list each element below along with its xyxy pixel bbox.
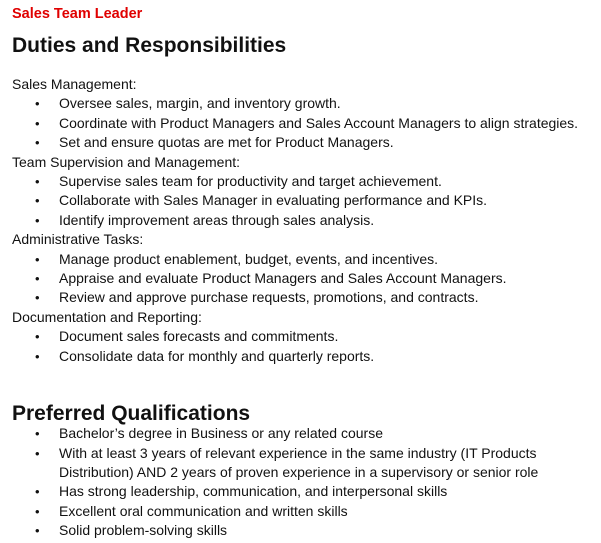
list-item: [12, 502, 601, 521]
list-item: [12, 211, 601, 230]
bullet-icon: •: [35, 484, 40, 500]
list-item-text: Review and approve purchase requests, promotions, and contracts.: [59, 289, 479, 306]
list-item-text: Excellent oral communication and written skills: [59, 502, 348, 519]
duties-heading: Duties and Responsibilities: [12, 34, 287, 57]
list-item: [12, 94, 601, 113]
list-item-text: Document sales forecasts and commitments.: [59, 328, 339, 345]
list-item-text: Set and ensure quotas are met for Product Managers.: [59, 134, 394, 151]
list-item: [12, 482, 601, 501]
list-item-text: Manage product enablement, budget, events, and incentives.: [59, 250, 439, 267]
list-item-text: Solid problem-solving skills: [59, 522, 228, 539]
list-item-text: Identify improvement areas through sales analysis.: [59, 211, 375, 228]
list-item-text: Supervise sales team for productivity and target achievement.: [59, 173, 442, 190]
bullet-icon: •: [35, 115, 40, 131]
group-label-team-supervision: Team Supervision and Management:: [12, 153, 241, 170]
bullet-icon: •: [35, 523, 40, 539]
list-item-text: Has strong leadership, communication, and interpersonal skills: [59, 483, 448, 500]
bullet-icon: •: [35, 174, 40, 190]
bullet-icon: •: [35, 348, 40, 364]
list-item: [12, 521, 601, 540]
bullet-icon: •: [35, 96, 40, 112]
list-item-text: Consolidate data for monthly and quarterly reports.: [59, 347, 375, 364]
bullet-icon: •: [35, 290, 40, 306]
bullet-icon: •: [35, 135, 40, 151]
bullet-icon: •: [35, 426, 40, 442]
bullet-icon: •: [35, 503, 40, 519]
list-item: [12, 250, 601, 269]
bullet-list-documentation-reporting: [12, 327, 601, 366]
list-item: [12, 269, 601, 288]
bullet-list-administrative-tasks: [12, 250, 601, 308]
bullet-list-sales-management: [12, 94, 601, 152]
list-item-text: Coordinate with Product Managers and Sales Account Managers to align strategies.: [59, 114, 579, 131]
bullet-icon: •: [35, 193, 40, 209]
list-item-text: Bachelor’s degree in Business or any related course: [59, 425, 384, 442]
list-item-text: Appraise and evaluate Product Managers and Sales Account Managers.: [59, 270, 507, 287]
bullet-icon: •: [35, 271, 40, 287]
bullet-icon: •: [35, 212, 40, 228]
bullet-list-qualifications: [12, 424, 601, 540]
duties-section: [12, 75, 601, 366]
list-item: [12, 172, 601, 191]
list-item: [12, 288, 601, 307]
list-item-text: Collaborate with Sales Manager in evaluating performance and KPIs.: [59, 192, 488, 209]
group-label-sales-management: Sales Management:: [12, 76, 137, 92]
qualifications-heading: Preferred Qualifications: [12, 402, 251, 426]
group-label-administrative-tasks: Administrative Tasks:: [12, 231, 144, 248]
list-item: [12, 133, 601, 152]
list-item: [12, 327, 601, 346]
page-title: Sales Team Leader: [12, 6, 143, 22]
bullet-list-team-supervision: [12, 172, 601, 230]
list-item: [12, 444, 601, 483]
group-label-documentation-reporting: Documentation and Reporting:: [12, 308, 202, 325]
list-item: [12, 424, 601, 443]
list-item: [12, 114, 601, 133]
list-item: [12, 191, 601, 210]
bullet-icon: •: [35, 445, 40, 461]
list-item-text: With at least 3 years of relevant experience in the same industry (IT Products Distribution) AND 2 years of proven experience in a supervisory or senior role: [59, 444, 539, 480]
bullet-icon: •: [35, 251, 40, 267]
bullet-icon: •: [35, 329, 40, 345]
list-item: [12, 347, 601, 366]
list-item-text: Oversee sales, margin, and inventory growth.: [59, 95, 341, 112]
